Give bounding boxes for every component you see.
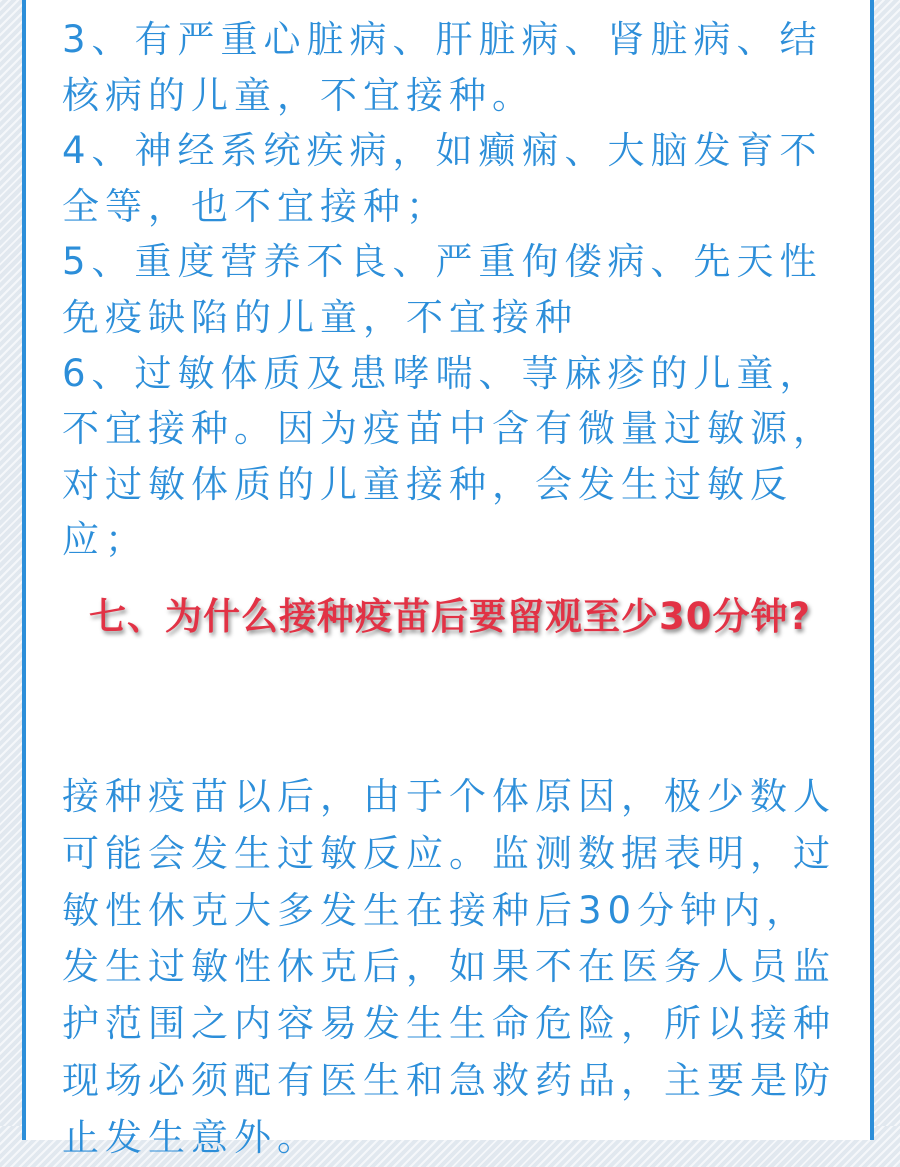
section-body: 接种疫苗以后，由于个体原因，极少数人可能会发生过敏反应。监测数据表明，过敏性休克大多发生在接种后30分钟内，发生过敏性休克后，如果不在医务人员监护范围之内容易发生生命危险，所以接种现场必须配有医生和急救药品，主要是防止发生意外。 <box>62 775 836 1159</box>
contraindication-list <box>62 12 852 568</box>
list-item: 3、有严重心脏病、肝脏病、肾脏病、结核病的儿童，不宜接种。 <box>62 18 823 117</box>
section-heading: 七、为什么接种疫苗后要留观至少30分钟? <box>89 595 811 638</box>
list-item: 4、神经系统疾病，如癫痫、大脑发育不全等，也不宜接种； <box>62 129 823 228</box>
list-item: 6、过敏体质及患哮喘、荨麻疹的儿童，不宜接种。因为疫苗中含有微量过敏源，对过敏体质的儿童接种，会发生过敏反应； <box>62 351 836 562</box>
list-item: 5、重度营养不良、严重佝偻病、先天性免疫缺陷的儿童，不宜接种 <box>62 240 823 339</box>
